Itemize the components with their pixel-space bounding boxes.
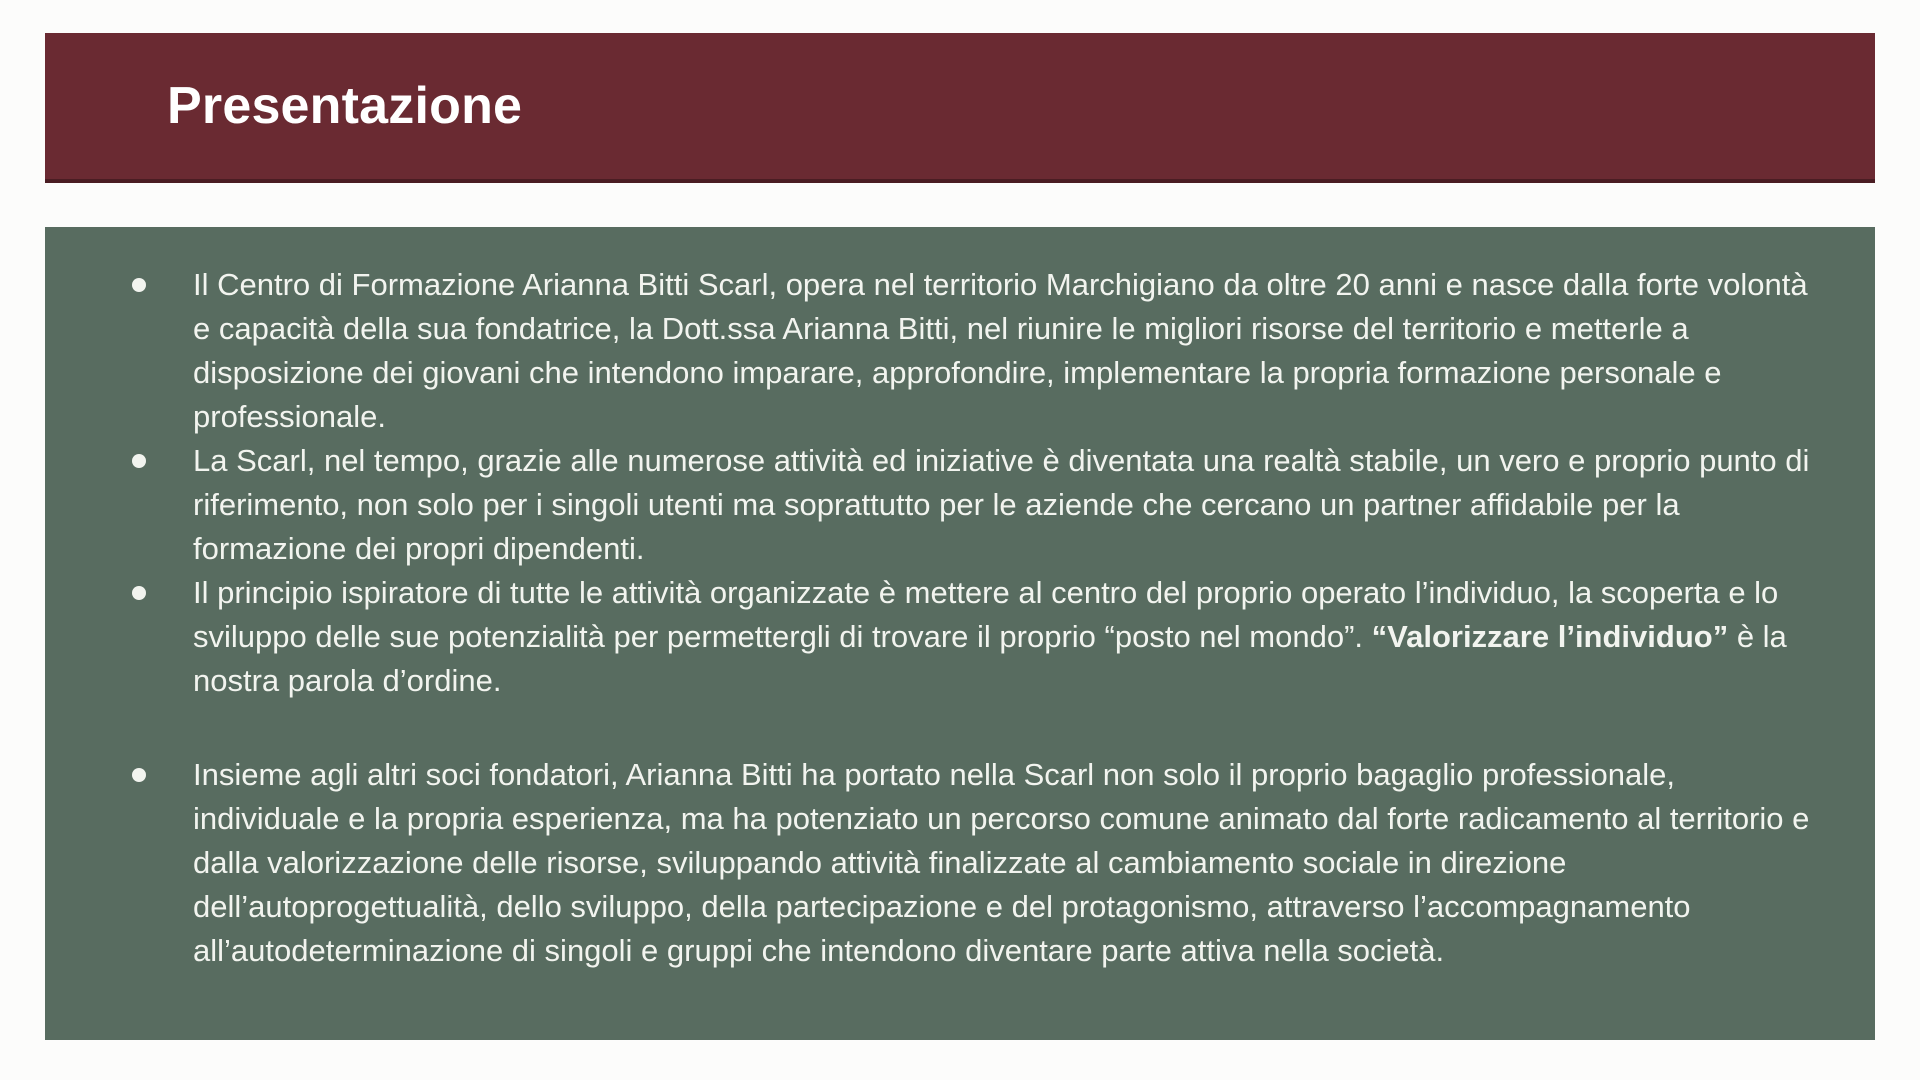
bullet-icon — [130, 753, 193, 797]
bullet-item — [130, 263, 1827, 439]
bullet-list — [130, 263, 1827, 973]
bullet-icon — [130, 439, 193, 483]
slide-title-bar — [45, 33, 1875, 183]
slide-content-panel — [45, 227, 1875, 1040]
bullet-text: Insieme agli altri soci fondatori, Arianna Bitti ha portato nella Scarl non solo il proprio bagaglio professionale, individuale e la propria esperienza, ma ha potenziato un percorso comune animato dal forte radicamento al territorio e dalla valorizzazione delle risorse, sviluppando attività finalizzate al cambiamento sociale in direzione dell’autoprogettualità, dello sviluppo, della partecipazione e del protagonismo, attraverso l’accompagnamento all’autodeterminazione di singoli e gruppi che intendono diventare parte attiva nella società. — [193, 757, 1810, 968]
bullet-text-segment: Il principio ispiratore di tutte le attività organizzate è mettere al centro del proprio operato l’individuo, la scoperta e lo sviluppo delle sue potenzialità per permettergli di trovare il proprio “posto nel mondo”. — [193, 575, 1779, 654]
bullet-text-segment: è la nostra parola d’ordine. — [193, 619, 1787, 698]
bullet-text-bold-segment: “Valorizzare l’individuo” — [1371, 619, 1729, 654]
bullet-item — [130, 439, 1827, 571]
bullet-text — [193, 571, 1827, 703]
bullet-icon — [130, 263, 193, 307]
bullet-text: La Scarl, nel tempo, grazie alle numerose attività ed iniziative è diventata una realtà stabile, un vero e proprio punto di riferimento, non solo per i singoli utenti ma soprattutto per le aziende che cercano un partner affidabile per la formazione dei propri dipendenti. — [193, 443, 1810, 566]
bullet-item — [130, 571, 1827, 703]
page-title: Presentazione — [167, 77, 523, 135]
bullet-text: Il Centro di Formazione Arianna Bitti Scarl, opera nel territorio Marchigiano da oltre 20 anni e nasce dalla forte volontà e capacità della sua fondatrice, la Dott.ssa Arianna Bitti, nel riunire le migliori risorse del territorio e metterle a disposizione dei giovani che intendono imparare, approfondire, implementare la propria formazione personale e professionale. — [193, 267, 1808, 434]
bullet-item — [130, 753, 1827, 973]
bullet-icon — [130, 571, 193, 615]
